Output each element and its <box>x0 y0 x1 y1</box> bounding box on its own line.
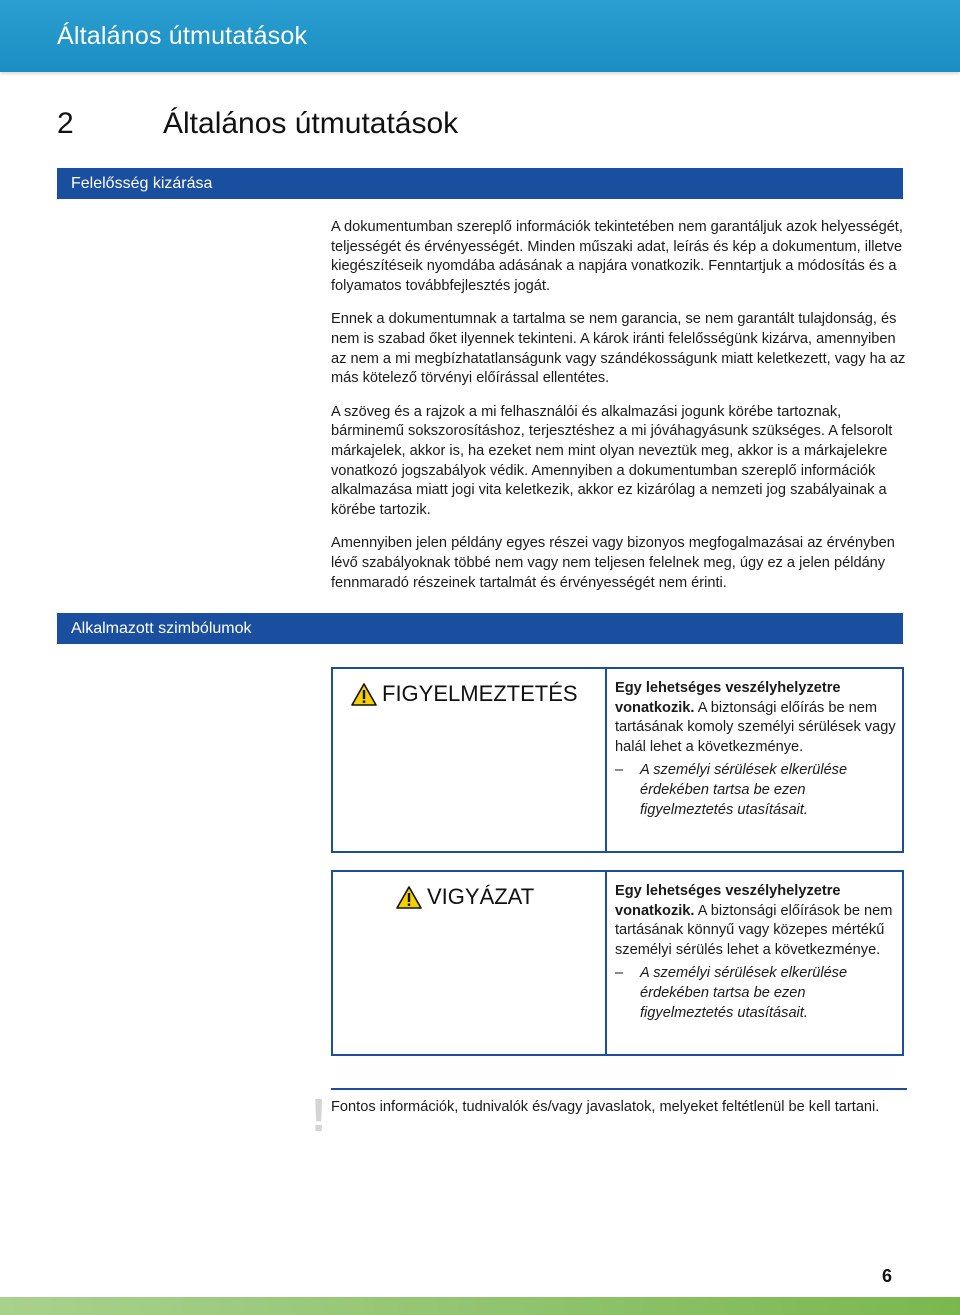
warning-box <box>331 667 904 853</box>
caution-signal-cell <box>333 872 607 1054</box>
warning-instruction-item <box>615 761 897 820</box>
dash-bullet: – <box>615 965 624 982</box>
page-header <box>0 0 960 72</box>
warning-instruction: A személyi sérülések elkerülése érdekében tartsa be ezen figyelmeztetés utasításait. <box>640 762 848 818</box>
disclaimer-paragraph: Amennyiben jelen példány egyes részei vagy bizonyos megfogalmazásai az érvényben lévő szabályoknak többé nem vagy nem teljesen felelnek meg, úgy ez a jelen példány fennmaradó részeinek tartalmát és érvényességét nem érinti. <box>331 535 895 591</box>
important-note <box>307 1088 907 1140</box>
note-text: Fontos információk, tudnivalók és/vagy javaslatok, melyeket feltétlenül be kell tartani. <box>331 1099 880 1115</box>
chapter-number: 2 <box>57 107 74 140</box>
caution-signal-word: VIGYÁZAT <box>427 884 535 909</box>
caution-box <box>331 870 904 1056</box>
caution-lead-rest: A biztonsági előírások be nem tartásának könnyű vagy közepes mértékű személyi sérülés lehet a következménye. <box>615 902 893 958</box>
section-heading-disclaimer: Felelősség kizárása <box>57 168 903 199</box>
exclamation-icon: ! <box>311 1089 327 1141</box>
header-title: Általános útmutatások <box>57 22 308 50</box>
page-number: 6 <box>882 1266 893 1286</box>
caution-lead <box>615 882 897 960</box>
caution-instruction: A személyi sérülések elkerülése érdekében tartsa be ezen figyelmeztetés utasításait. <box>640 965 848 1021</box>
caution-description <box>615 882 897 1023</box>
caution-instruction-item <box>615 964 897 1023</box>
disclaimer-body <box>331 218 906 607</box>
warning-lead-rest: A biztonsági előírás be nem tartásának komoly személyi sérülések vagy halál lehet a következménye. <box>615 699 896 755</box>
warning-lead-bold: Egy lehetséges veszélyhelyzetre vonatkozik. <box>615 680 841 716</box>
warning-signal-word: FIGYELMEZTETÉS <box>382 681 578 706</box>
disclaimer-paragraph: A szöveg és a rajzok a mi felhasználói és alkalmazási jogunk körébe tartoznak, bárminemű sokszorosításhoz, terjesztéshez a mi jóváhagyásunk szükséges. A felsorolt márkajelek, akkor is, ha ezeket nem mint olyan neveztük meg, akkor is a márkajelekre vonatkozó jogszabályok védik. Amennyiben a dokumentumban szereplő információk alkalmazása miatt jogi vita keletkezik, akkor ez kizárólag a nemzeti jog szabályainak a körébe tartozik. <box>331 403 893 518</box>
chapter-title: Általános útmutatások <box>163 107 459 140</box>
warning-signal <box>351 681 578 707</box>
caution-signal <box>396 884 534 910</box>
page-footer <box>0 1297 960 1315</box>
warning-triangle-icon <box>396 886 422 909</box>
section-heading-symbols: Alkalmazott szimbólumok <box>57 613 903 644</box>
note-divider <box>331 1088 907 1090</box>
warning-lead <box>615 679 897 757</box>
caution-lead-bold: Egy lehetséges veszélyhelyzetre vonatkozik. <box>615 883 841 919</box>
disclaimer-paragraph: Ennek a dokumentumnak a tartalma se nem garancia, se nem garantált tulajdonság, és nem is szabad őket ilyennek tekinteni. A károk iránti felelősségünk kizárva, amennyiben az nem a mi megbízhatatlanságunk vagy szándékosságunk miatt keletkezett, vagy ha az más kötelező törvényi előírással ellentétes. <box>331 311 906 387</box>
warning-signal-cell <box>333 669 607 851</box>
disclaimer-paragraph: A dokumentumban szereplő információk tekintetében nem garantáljuk azok helyességét, teljességét és érvényességét. Minden műszaki adat, leírás és kép a dokumentum, illetve kiegészítéseik nyomdába adásának a napjára vonatkozik. Fenntartjuk a módosítás és a folyamatos továbbfejlesztés jogát. <box>331 219 903 294</box>
warning-description <box>615 679 897 820</box>
dash-bullet: – <box>615 762 624 779</box>
warning-triangle-icon <box>351 683 377 706</box>
